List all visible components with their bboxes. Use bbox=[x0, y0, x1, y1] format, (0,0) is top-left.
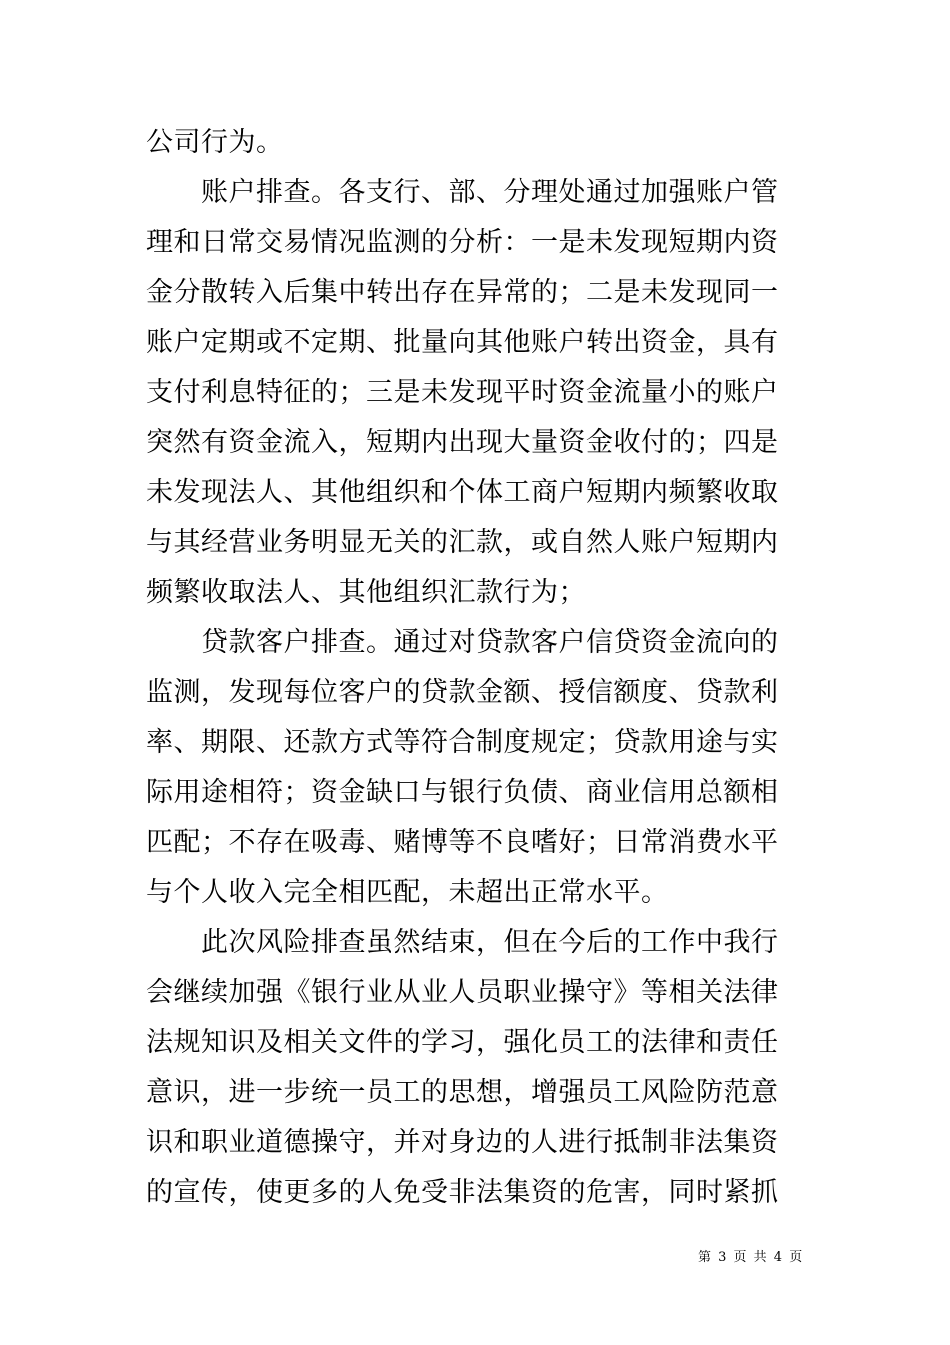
text-line: 金分散转入后集中转出存在异常的；二是未发现同一 bbox=[146, 277, 779, 308]
text-line: 匹配；不存在吸毒、赌博等不良嗜好；日常消费水平 bbox=[146, 827, 779, 858]
text-line: 贷款客户排查。通过对贷款客户信贷资金流向的 bbox=[146, 627, 779, 658]
text-line: 频繁收取法人、其他组织汇款行为； bbox=[146, 577, 586, 608]
text-line: 未发现法人、其他组织和个体工商户短期内频繁收取 bbox=[146, 477, 779, 508]
text-line: 与个人收入完全相匹配，未超出正常水平。 bbox=[146, 877, 669, 908]
text-line: 的宣传，使更多的人免受非法集资的危害，同时紧抓 bbox=[146, 1177, 779, 1208]
text-line: 突然有资金流入，短期内出现大量资金收付的；四是 bbox=[146, 427, 779, 458]
text-line: 账户定期或不定期、批量向其他账户转出资金，具有 bbox=[146, 327, 779, 358]
text-line: 法规知识及相关文件的学习，强化员工的法律和责任 bbox=[146, 1027, 779, 1058]
text-line: 理和日常交易情况监测的分析：一是未发现短期内资 bbox=[146, 227, 779, 258]
text-line: 此次风险排查虽然结束，但在今后的工作中我行 bbox=[146, 927, 779, 958]
text-line: 与其经营业务明显无关的汇款，或自然人账户短期内 bbox=[146, 527, 779, 558]
text-line: 意识，进一步统一员工的思想，增强员工风险防范意 bbox=[146, 1077, 779, 1108]
text-line: 账户排查。各支行、部、分理处通过加强账户管 bbox=[146, 177, 779, 208]
text-line: 会继续加强《银行业从业人员职业操守》等相关法律 bbox=[146, 977, 779, 1008]
text-line: 率、期限、还款方式等符合制度规定；贷款用途与实 bbox=[146, 727, 779, 758]
text-line: 公司行为。 bbox=[146, 127, 284, 158]
text-line: 监测，发现每位客户的贷款金额、授信额度、贷款利 bbox=[146, 677, 779, 708]
text-line: 识和职业道德操守，并对身边的人进行抵制非法集资 bbox=[146, 1127, 779, 1158]
text-line: 支付利息特征的；三是未发现平时资金流量小的账户 bbox=[146, 377, 779, 408]
page-number-footer: 第 3 页 共 4 页 bbox=[698, 1250, 803, 1265]
text-line: 际用途相符；资金缺口与银行负债、商业信用总额相 bbox=[146, 777, 779, 808]
